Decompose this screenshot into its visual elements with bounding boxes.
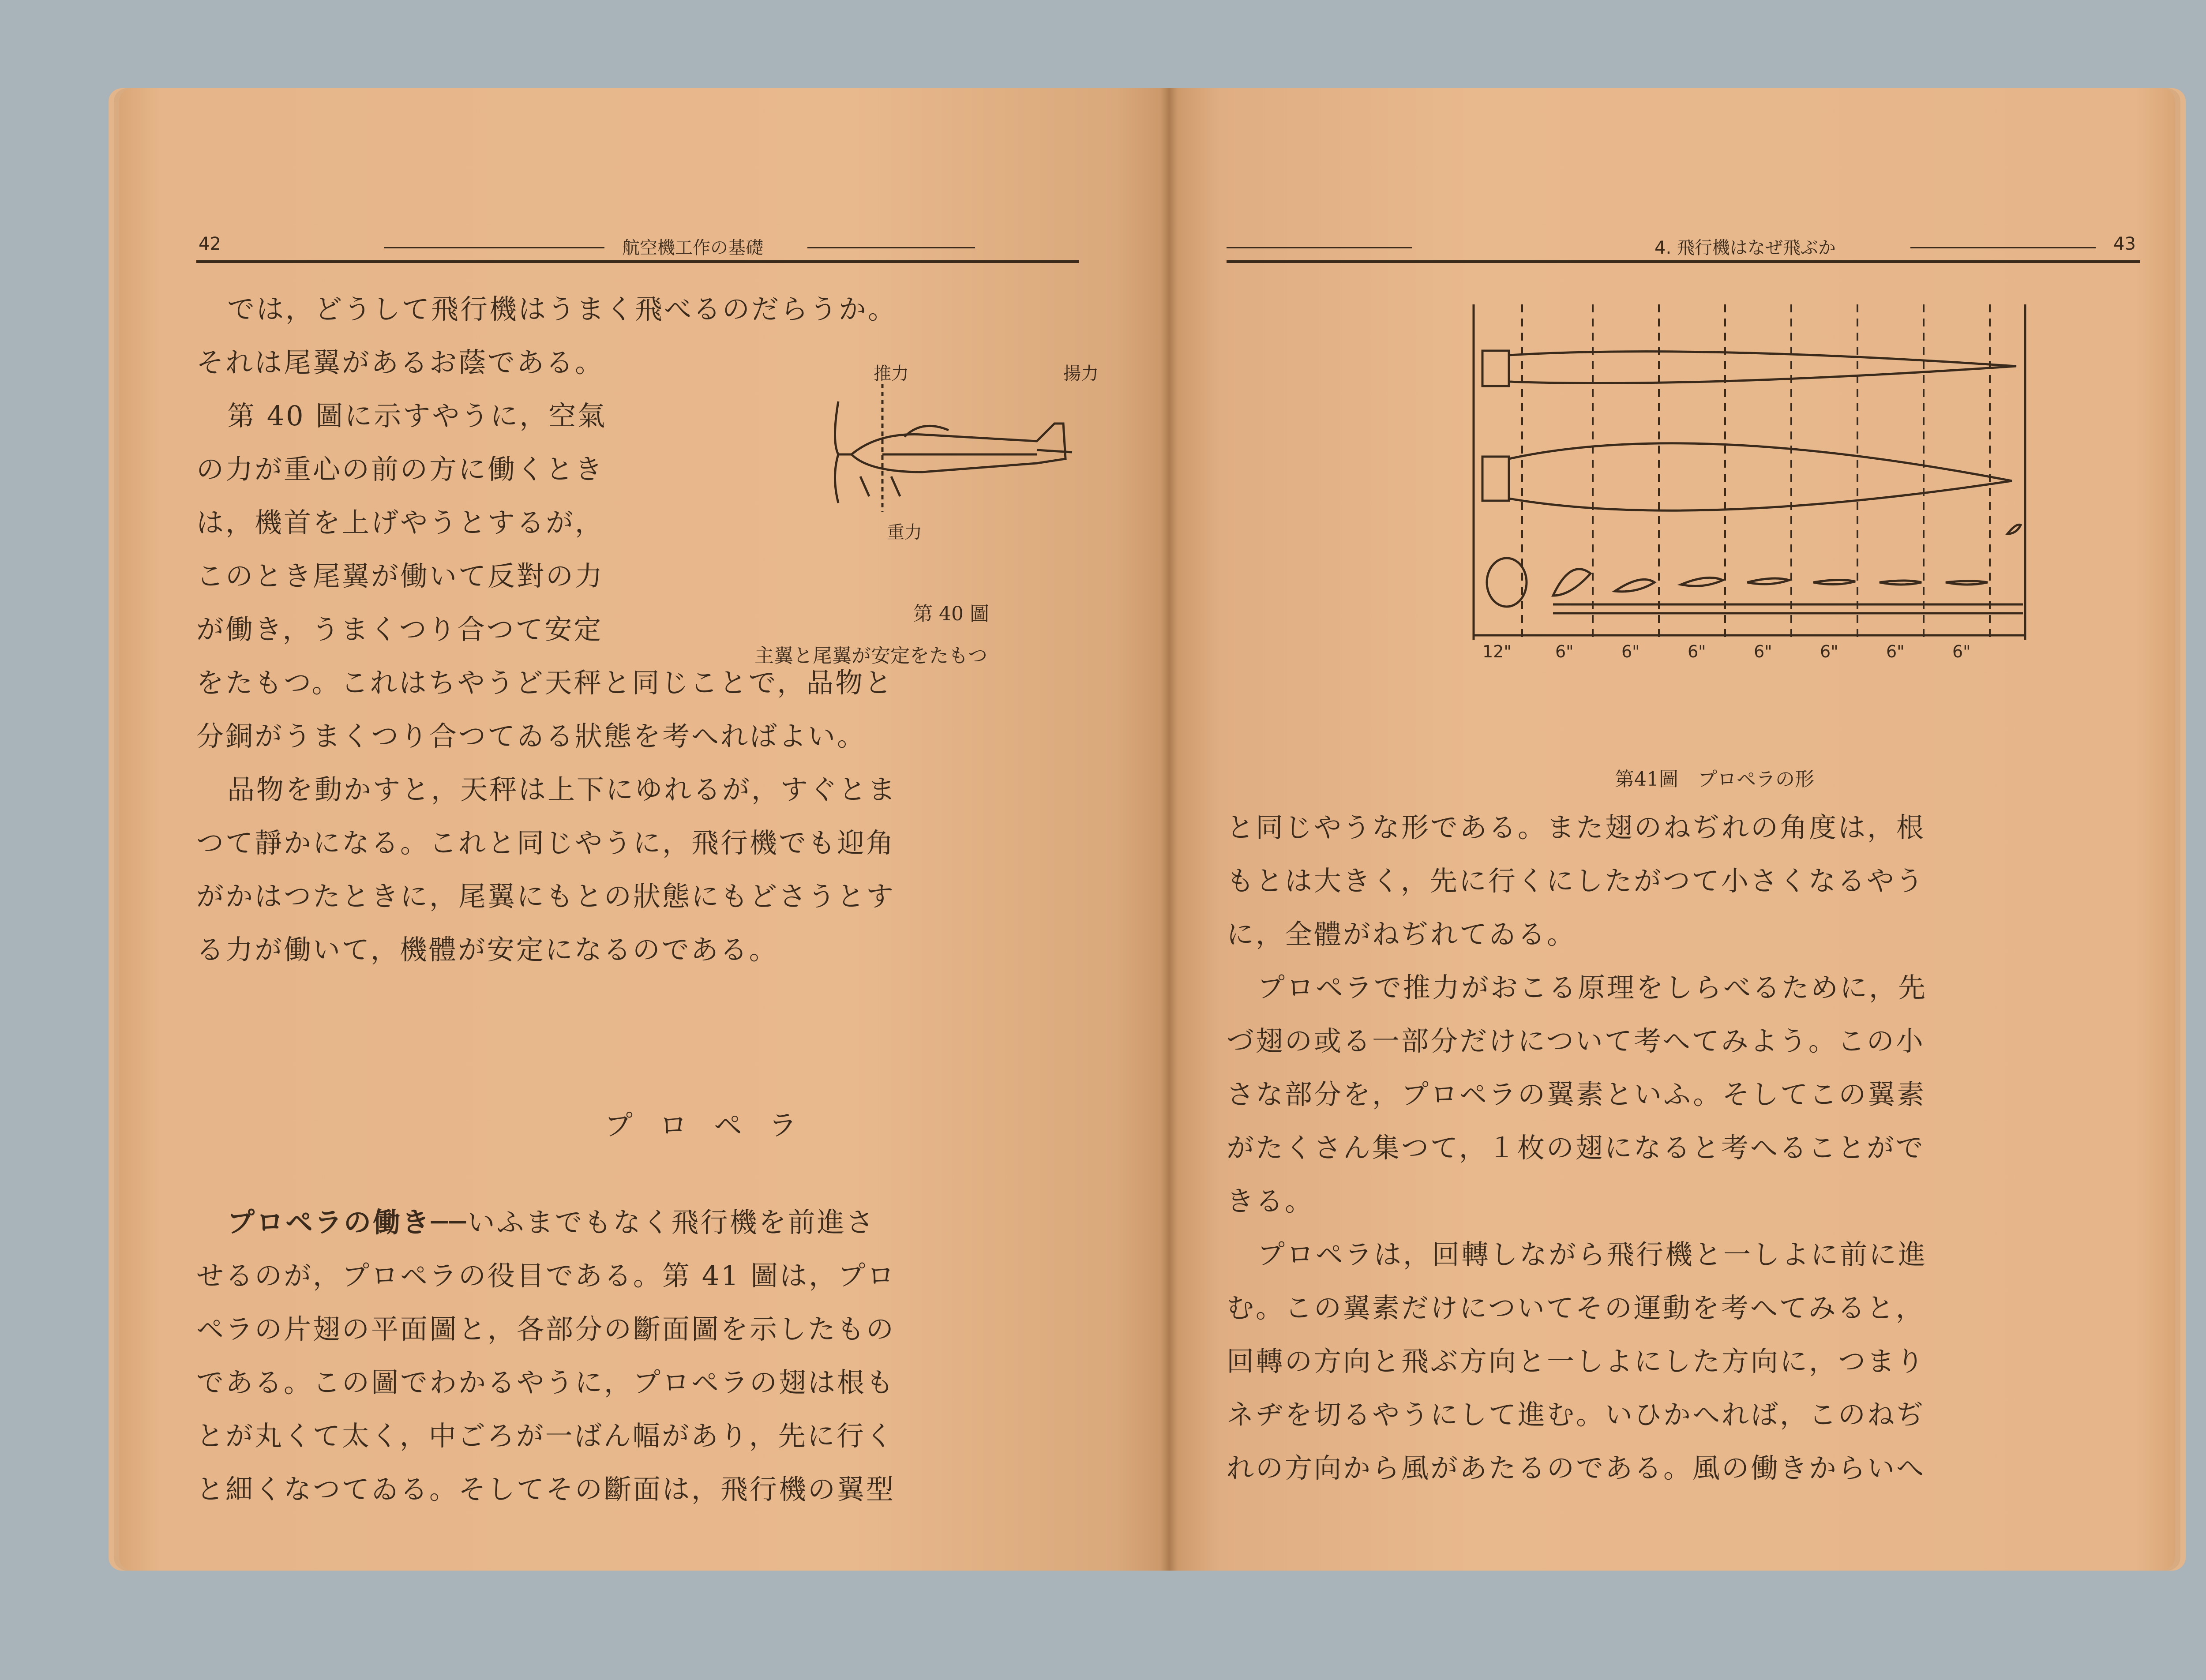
text-line: の力が重心の前の方に働くとき [196,453,604,485]
head-dash-left-a [384,247,604,248]
dim-label: 6" [1621,642,1640,661]
head-rule-left [196,260,1079,263]
text-line: む。この翼素だけについてその運動を考へてみると， [1227,1292,1925,1324]
dim-label-first: 12" [1482,642,1512,661]
book-gutter [1160,88,1178,1571]
figure-41-caption: 第41圖 プロペラの形 [1615,768,1814,791]
section-lead-rest: ──いふまでもなく飛行機を前進さ [431,1206,875,1238]
dim-label: 6" [1754,642,1772,661]
text-line: とが丸くて太く，中ごろが一ばん幅があり，先に行く [196,1420,895,1452]
text-line: せるのが，プロペラの役目である。第 41 圖は，プロ [196,1260,897,1292]
text-line: 第 40 圖に示すやうに，空氣 [227,400,607,432]
text-line: がたくさん集つて，１枚の翅になると考へることがで [1227,1132,1925,1164]
right-page [1169,88,2175,1571]
text-line: このとき尾翼が働いて反對の力 [196,560,604,592]
figure-41 [1469,304,2043,790]
text-line: 分銅がうまくつり合つてゐる狀態を考へればよい。 [196,720,867,752]
head-dash-right-a [1227,247,1412,248]
text-line: に，全體がねぢれてゐる。 [1227,918,1576,950]
left-wrap-text [196,389,607,656]
section-title-propeller: プロペラ [604,1110,823,1142]
figure-40-caption-title: 第 40 圖 [913,603,989,625]
text-line: づ翅の或る一部分だけについて考へてみよう。この小 [1227,1025,1925,1057]
text-line: と同じやうな形である。また翅のねぢれの角度は，根 [1227,811,1926,844]
left-page [119,88,1169,1571]
label-thrust: 推力 [874,364,909,384]
text-line: プロペラは，回轉しながら飛行機と一しよに前に進 [1257,1238,1928,1271]
text-line: では，どうして飛行機はうまく飛べるのだらうか。 [227,293,897,325]
dim-label: 6" [1952,642,1971,661]
head-dash-left-b [807,247,975,248]
left-after-text [196,656,897,976]
propeller-section-text [196,1196,896,1516]
right-text-c [1227,1228,1927,1495]
text-line: る力が働いて，機體が安定になるのである。 [196,934,778,966]
label-weight: 重力 [887,522,922,543]
text-line: をたもつ。これはちやうど天秤と同じことで，品物と [196,667,894,699]
page-number-right: 43 [2113,234,2136,254]
figure-40-caption-text: 主翼と尾翼が安定をたもつ [754,645,987,667]
text-line: がかはつたときに，尾翼にもとの狀態にもどさうとす [196,880,896,912]
head-rule-right [1227,260,2140,263]
head-dash-right-b [1910,247,2096,248]
text-line: が働き，うまくつり合つて安定 [196,613,603,645]
figure-40 [754,344,1107,667]
label-lift: 揚力 [1063,364,1099,384]
right-text-a [1227,801,1925,961]
section-lead-bold: プロペラの働き [227,1206,431,1238]
text-line: プロペラで推力がおこる原理をしらべるために，先 [1257,971,1928,1004]
dim-label: 6" [1820,642,1838,661]
text-line: 回轉の方向と飛ぶ方向と一しよにした方向に，つまり [1227,1345,1926,1377]
text-line: れの方向から風があたるのである。風の働きからいへ [1227,1452,1926,1484]
text-line: きる。 [1227,1185,1314,1217]
text-line: それは尾翼があるお蔭である。 [196,346,604,379]
text-line: つて靜かになる。これと同じやうに，飛行機でも迎角 [196,827,896,859]
text-line: ネヂを切るやうにして進む。いひかへれば，このねぢ [1227,1399,1926,1431]
propeller-diagram [1469,304,2043,746]
text-line: ペラの片翅の平面圖と，各部分の斷面圖を示したもの [196,1313,896,1345]
dim-label: 6" [1688,642,1706,661]
text-line: である。この圖でわかるやうに，プロペラの翅は根も [196,1366,896,1399]
running-head-left: 航空機工作の基礎 [622,238,763,258]
text-line: もとは大きく，先に行くにしたがつて小さくなるやう [1227,865,1925,897]
right-text-b [1227,961,1927,1228]
text-line: は，機首を上げやうとするが， [196,506,604,539]
text-line: 品物を動かすと，天秤は上下にゆれるが，すぐとま [227,773,897,806]
text-line: と細くなつてゐる。そしてその斷面は，飛行機の翼型 [196,1473,896,1505]
dim-label: 6" [1555,642,1574,661]
dim-label: 6" [1886,642,1905,661]
text-line: さな部分を，プロペラの翼素といふ。そしてこの翼素 [1227,1078,1926,1110]
open-book [119,88,2175,1571]
running-head-right: 4. 飛行機はなぜ飛ぶか [1654,238,1836,258]
airplane-diagram [790,344,1107,609]
page-number-left: 42 [199,234,221,254]
